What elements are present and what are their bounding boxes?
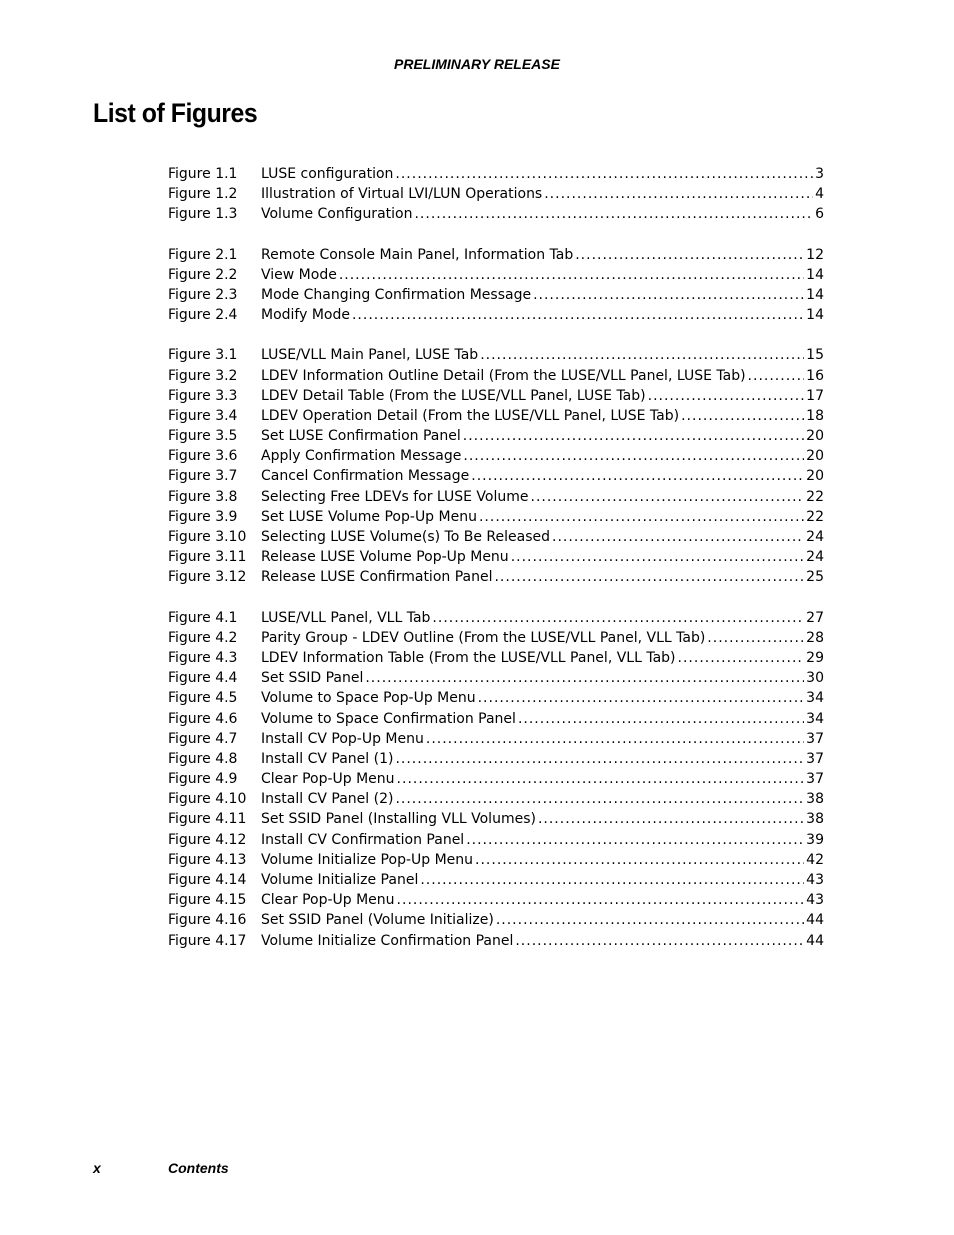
figure-number: Figure 1.1 (168, 166, 238, 182)
figure-title: Volume Initialize Panel (261, 872, 419, 888)
figure-title: LUSE/VLL Main Panel, LUSE Tab (261, 347, 479, 364)
figure-title: Clear Pop-Up Menu (261, 771, 395, 788)
figure-title: Set LUSE Confirmation Panel (261, 428, 461, 445)
dot-leader (432, 608, 804, 628)
dot-leader (511, 547, 804, 567)
figure-page-number: 3 (815, 166, 824, 182)
figure-number: Figure 4.6 (168, 710, 238, 727)
figure-entry[interactable] (168, 830, 824, 850)
figure-number: Figure 4.4 (168, 670, 238, 687)
figure-number: Figure 3.3 (168, 387, 238, 404)
figure-page-number: 27 (806, 609, 824, 626)
dot-leader (466, 830, 804, 850)
figure-entry[interactable] (168, 628, 824, 648)
figure-page-number: 24 (806, 529, 824, 545)
dot-leader (681, 406, 804, 426)
figure-entry[interactable] (168, 184, 824, 204)
dot-leader (480, 345, 804, 365)
figure-number: Figure 3.7 (168, 468, 238, 485)
figure-entry[interactable] (168, 688, 824, 708)
figure-entry[interactable] (168, 466, 824, 486)
figure-page-number: 30 (806, 670, 824, 687)
figure-title: Mode Changing Confirmation Message (261, 286, 532, 303)
dot-leader (365, 668, 804, 688)
figure-number: Figure 3.9 (168, 508, 238, 525)
figure-page-number: 34 (806, 690, 824, 707)
dot-leader (339, 265, 804, 285)
dot-leader (426, 729, 804, 749)
dot-leader (496, 910, 804, 930)
figure-page-number: 43 (806, 872, 824, 888)
figure-page-number: 24 (806, 549, 824, 566)
figure-page-number: 17 (806, 387, 824, 404)
figure-number: Figure 4.8 (168, 750, 238, 767)
figure-entry[interactable] (168, 789, 824, 809)
figure-page-number: 12 (806, 246, 824, 263)
figure-page-number: 14 (806, 286, 824, 303)
figure-title: Install CV Confirmation Panel (261, 831, 465, 848)
dot-leader (648, 386, 805, 406)
figure-page-number: 14 (806, 307, 824, 324)
figure-number: Figure 4.17 (168, 932, 247, 949)
figure-title: Install CV Panel (2) (261, 791, 394, 808)
figure-number: Figure 4.15 (168, 892, 247, 909)
figure-title: Set SSID Panel (Volume Initialize) (261, 912, 494, 929)
figure-number: Figure 3.6 (168, 448, 238, 465)
page-number: x (93, 1160, 101, 1176)
dot-leader (395, 789, 804, 809)
figure-number: Figure 4.13 (168, 851, 247, 868)
figure-entry[interactable] (168, 487, 824, 507)
figure-group (168, 345, 824, 587)
dot-leader (707, 628, 804, 648)
figure-title: Set LUSE Volume Pop-Up Menu (261, 508, 477, 525)
figure-title: Install CV Panel (1) (261, 750, 394, 767)
figure-number: Figure 3.2 (168, 367, 238, 384)
figure-title: Selecting LUSE Volume(s) To Be Released (261, 529, 551, 545)
figure-entry[interactable] (168, 285, 824, 305)
figure-number: Figure 3.12 (168, 569, 247, 586)
figure-title: Apply Confirmation Message (261, 448, 462, 465)
figure-number: Figure 4.12 (168, 831, 247, 848)
figure-title: Modify Mode (261, 307, 350, 324)
figure-title: Volume Initialize Confirmation Panel (261, 932, 514, 949)
figure-number: Figure 3.11 (168, 549, 247, 566)
figure-list (168, 164, 824, 971)
dot-leader (518, 709, 804, 729)
figure-page-number: 22 (806, 488, 824, 505)
figure-entry[interactable] (168, 406, 824, 426)
dot-leader (544, 184, 813, 204)
figure-page-number: 42 (806, 851, 824, 868)
figure-title: Cancel Confirmation Message (261, 468, 470, 485)
dot-leader (678, 648, 805, 668)
dot-leader (395, 749, 804, 769)
figure-page-number: 25 (806, 569, 824, 586)
figure-number: Figure 4.16 (168, 912, 247, 929)
figure-page-number: 39 (806, 831, 824, 848)
figure-title: Set SSID Panel (Installing VLL Volumes) (261, 811, 536, 828)
figure-entry[interactable] (168, 265, 824, 285)
figure-entry[interactable] (168, 769, 824, 789)
dot-leader (479, 507, 804, 527)
figure-page-number: 37 (806, 730, 824, 747)
dot-leader (748, 366, 805, 386)
figure-title: Release LUSE Volume Pop-Up Menu (261, 549, 509, 566)
figure-entry[interactable] (168, 870, 824, 890)
figure-entry[interactable] (168, 749, 824, 769)
figure-group (168, 164, 824, 225)
figure-number: Figure 1.3 (168, 206, 238, 223)
figure-number: Figure 4.7 (168, 730, 238, 747)
figure-number: Figure 3.1 (168, 347, 238, 364)
footer-section-label: Contents (168, 1160, 229, 1176)
figure-entry[interactable] (168, 809, 824, 829)
figure-title: Volume to Space Confirmation Panel (261, 710, 516, 727)
figure-entry[interactable] (168, 527, 824, 547)
figure-page-number: 37 (806, 771, 824, 788)
figure-page-number: 38 (806, 811, 824, 828)
figure-entry[interactable] (168, 890, 824, 910)
figure-entry[interactable] (168, 507, 824, 527)
figure-page-number: 20 (806, 448, 824, 465)
figure-number: Figure 3.8 (168, 488, 238, 505)
dot-leader (352, 305, 804, 325)
dot-leader (531, 487, 805, 507)
figure-number: Figure 4.3 (168, 649, 238, 666)
figure-page-number: 44 (806, 932, 824, 949)
figure-entry[interactable] (168, 345, 824, 365)
figure-number: Figure 4.2 (168, 629, 238, 646)
figure-title: LDEV Detail Table (From the LUSE/VLL Panel, LUSE Tab) (261, 387, 646, 404)
figure-page-number: 14 (806, 266, 824, 283)
figure-title: LDEV Information Outline Detail (From the LUSE/VLL Panel, LUSE Tab) (261, 367, 746, 384)
dot-leader (478, 688, 805, 708)
running-header: PRELIMINARY RELEASE (394, 56, 560, 72)
figure-entry[interactable] (168, 204, 824, 224)
figure-entry[interactable] (168, 729, 824, 749)
figure-number: Figure 3.4 (168, 407, 238, 424)
figure-number: Figure 4.5 (168, 690, 238, 707)
figure-entry[interactable] (168, 366, 824, 386)
figure-number: Figure 2.4 (168, 307, 238, 324)
page-title: List of Figures (93, 98, 258, 128)
figure-title: Release LUSE Confirmation Panel (261, 569, 493, 586)
dot-leader (471, 466, 804, 486)
figure-page-number: 16 (806, 367, 824, 384)
figure-number: Figure 4.10 (168, 791, 247, 808)
dot-leader (463, 446, 804, 466)
figure-title: Install CV Pop-Up Menu (261, 730, 424, 747)
figure-title: Remote Console Main Panel, Information Tab (261, 246, 574, 263)
figure-group (168, 245, 824, 326)
figure-group (168, 608, 824, 951)
figure-entry[interactable] (168, 446, 824, 466)
figure-page-number: 20 (806, 428, 824, 445)
figure-page-number: 29 (806, 649, 824, 666)
dot-leader (515, 931, 804, 951)
figure-entry[interactable] (168, 305, 824, 325)
figure-entry[interactable] (168, 608, 824, 628)
figure-title: Volume to Space Pop-Up Menu (261, 690, 476, 707)
dot-leader (494, 567, 804, 587)
figure-number: Figure 2.2 (168, 266, 238, 283)
dot-leader (395, 164, 813, 184)
figure-entry[interactable] (168, 910, 824, 930)
dot-leader (533, 285, 804, 305)
dot-leader (552, 527, 804, 547)
figure-entry[interactable] (168, 164, 824, 184)
dot-leader (420, 870, 804, 890)
figure-number: Figure 2.3 (168, 286, 238, 303)
figure-entry[interactable] (168, 245, 824, 265)
figure-page-number: 37 (806, 750, 824, 767)
figure-page-number: 6 (815, 206, 824, 223)
figure-title: View Mode (261, 266, 337, 283)
figure-page-number: 4 (815, 186, 824, 203)
figure-entry[interactable] (168, 386, 824, 406)
figure-title: Selecting Free LDEVs for LUSE Volume (261, 488, 529, 505)
figure-title: LUSE configuration (261, 166, 394, 182)
dot-leader (575, 245, 804, 265)
figure-number: Figure 1.2 (168, 186, 238, 203)
figure-title: Illustration of Virtual LVI/LUN Operations (261, 186, 543, 203)
figure-page-number: 15 (806, 347, 824, 364)
figure-entry[interactable] (168, 931, 824, 951)
figure-page-number: 34 (806, 710, 824, 727)
dot-leader (397, 769, 805, 789)
figure-entry[interactable] (168, 567, 824, 587)
figure-page-number: 43 (806, 892, 824, 909)
figure-title: Volume Initialize Pop-Up Menu (261, 851, 474, 868)
figure-page-number: 18 (806, 407, 824, 424)
figure-title: Set SSID Panel (261, 670, 364, 687)
figure-entry[interactable] (168, 709, 824, 729)
dot-leader (397, 890, 805, 910)
figure-number: Figure 4.1 (168, 609, 238, 626)
figure-entry[interactable] (168, 668, 824, 688)
figure-number: Figure 4.11 (168, 811, 247, 828)
figure-entry[interactable] (168, 547, 824, 567)
figure-title: LUSE/VLL Panel, VLL Tab (261, 609, 431, 626)
figure-number: Figure 4.9 (168, 771, 238, 788)
figure-title: LDEV Information Table (From the LUSE/VLL Panel, VLL Tab) (261, 649, 676, 666)
dot-leader (463, 426, 804, 446)
figure-number: Figure 2.1 (168, 246, 238, 263)
dot-leader (475, 850, 804, 870)
figure-number: Figure 4.14 (168, 872, 247, 888)
dot-leader (414, 204, 813, 224)
figure-number: Figure 3.5 (168, 428, 238, 445)
figure-title: Parity Group - LDEV Outline (From the LUSE/VLL Panel, VLL Tab) (261, 629, 706, 646)
figure-number: Figure 3.10 (168, 529, 247, 545)
figure-entry[interactable] (168, 648, 824, 668)
figure-entry[interactable] (168, 850, 824, 870)
figure-title: Clear Pop-Up Menu (261, 892, 395, 909)
figure-page-number: 20 (806, 468, 824, 485)
figure-page-number: 38 (806, 791, 824, 808)
figure-page-number: 22 (806, 508, 824, 525)
figure-page-number: 28 (806, 629, 824, 646)
figure-entry[interactable] (168, 426, 824, 446)
figure-title: Volume Configuration (261, 206, 413, 223)
dot-leader (538, 809, 804, 829)
figure-page-number: 44 (806, 912, 824, 929)
figure-title: LDEV Operation Detail (From the LUSE/VLL Panel, LUSE Tab) (261, 407, 680, 424)
